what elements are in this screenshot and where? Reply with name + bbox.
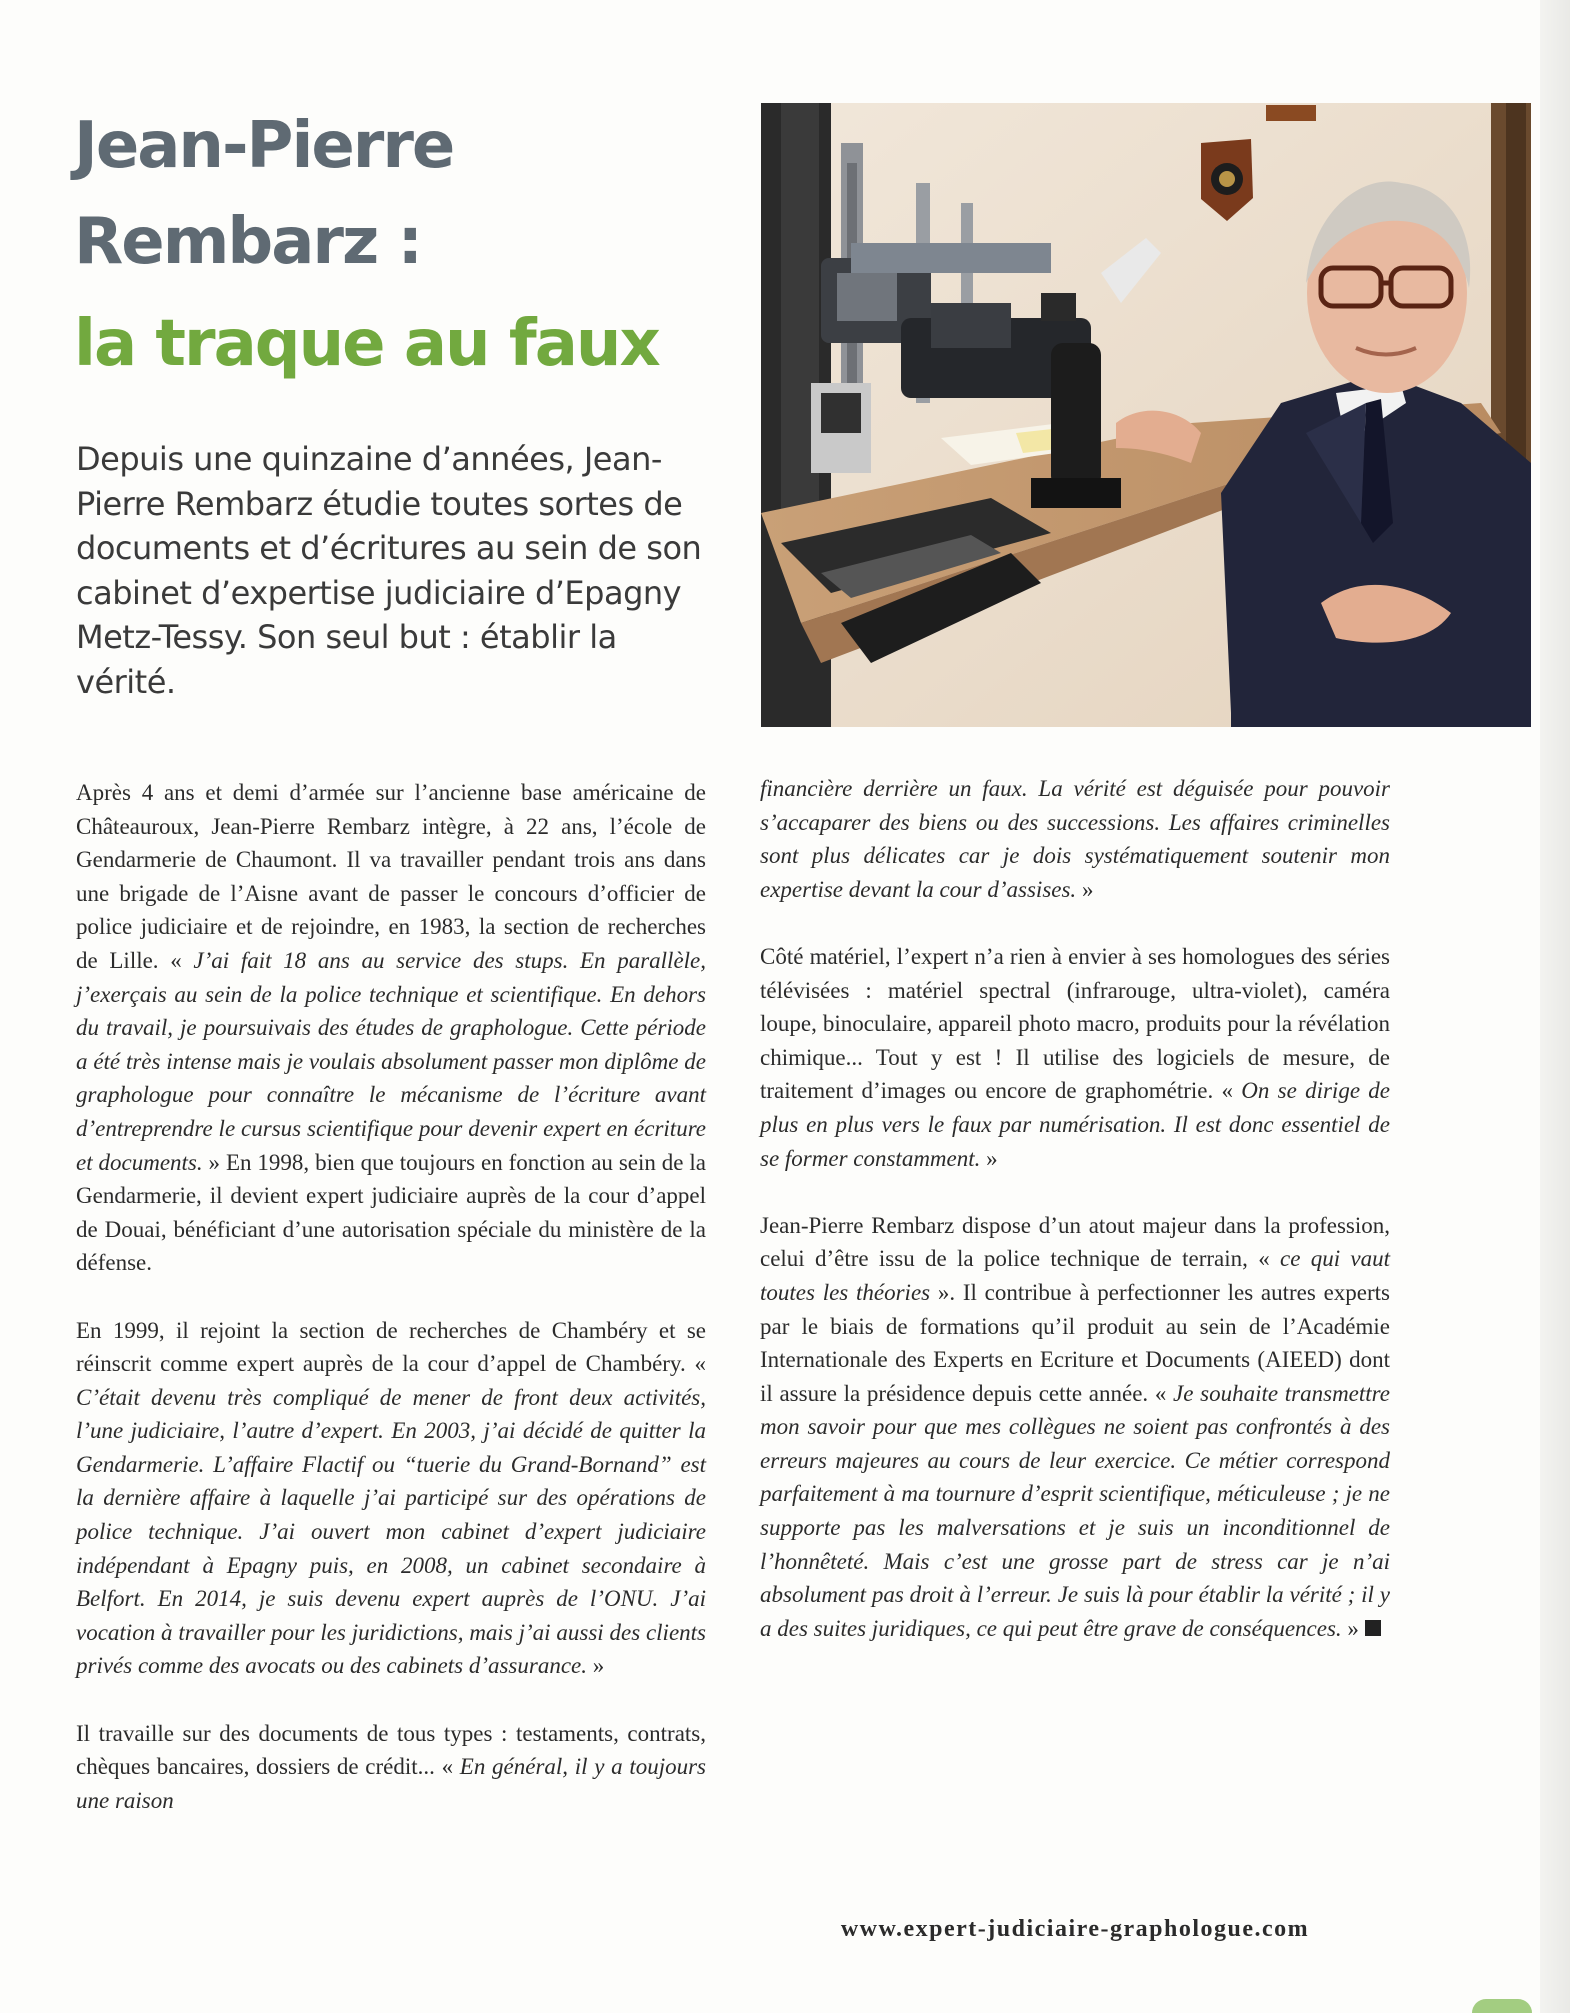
- quote-text: C’était devenu très compliqué de mener de front deux activités, l’une judiciaire, l’autre d’expert. En 2003, j’ai décidé de quitter la Gendarmerie. L’affaire Flactif ou “tuerie du Grand-Bornand” est la dernière affaire à laquelle j’ai participé sur des opérations de police technique. J’ai ouvert mon cabinet d’expert judiciaire indépendant à Epagny puis, en 2008, un cabinet secondaire à Belfort. En 2014, je suis devenu expert auprès de l’ONU. J’ai vocation à travailler pour les juridictions, mais j’ai aussi des clients privés comme des avocats ou des cabinets d’assurance.: [76, 1384, 706, 1679]
- body-text: »: [1341, 1615, 1359, 1641]
- body-text: Après 4 ans et demi d’armée sur l’ancienne base américaine de Châteauroux, Jean-Pierre Rembarz intègre, à 22 ans, l’école de Gendarmerie de Chaumont. Il va travailler pendant trois ans dans une brigade de l’Aisne avant de passer le concours d’officier de police judiciaire et de rejoindre, en 1983, la section de recherches de Lille. «: [76, 780, 706, 973]
- paragraph: [76, 1717, 706, 1818]
- quote-text: On se dirige de plus en plus vers le faux par numérisation. Il est donc essentiel de se former constamment.: [760, 1078, 1390, 1171]
- headline-line-2: Rembarz :: [74, 205, 422, 279]
- quote-text: J’ai fait 18 ans au service des stups. En parallèle, j’exerçais au sein de la police technique et scientifique. En dehors du travail, je poursuivais des études de graphologue. Cette période a été très intense mais je voulais absolument passer mon diplôme de graphologue pour connaître le mécanisme de l’écriture avant d’entreprendre le cursus scientifique pour devenir expert en écriture et documents.: [76, 947, 706, 1175]
- portrait-photo: [761, 103, 1531, 727]
- article-lead: Depuis une quinzaine d’années, Jean-Pierre Rembarz étudie toutes sortes de documents et d’écritures au sein de son cabinet d’expertise judiciaire d’Epagny Metz-Tessy. Son seul but : établir la vérité.: [76, 440, 702, 701]
- page-edge-shadow: [1540, 0, 1570, 2013]
- body-text: Côté matériel, l’expert n’a rien à envier à ses homologues des séries télévisées : matériel spectral (infrarouge, ultra-violet), caméra loupe, binoculaire, appareil photo macro, produits pour la révélation chimique... Tout y est ! Il utilise des logiciels de mesure, de traitement d’images ou encore de graphométrie. «: [760, 943, 1390, 1104]
- headline-subtitle: la traque au faux: [74, 307, 659, 381]
- end-of-article-mark: [1365, 1620, 1381, 1636]
- body-text: Jean-Pierre Rembarz dispose d’un atout majeur dans la profession, celui d’être issu de la police technique de terrain, «: [760, 1212, 1390, 1272]
- quote-text: En général, il y a toujours une raison: [76, 1754, 706, 1813]
- quote-text: ce qui vaut toutes les théories: [760, 1246, 1391, 1305]
- corner-logo-fragment: [1472, 1999, 1532, 2013]
- body-text: ». Il contribue à perfectionner les autres experts par le biais de formations qu’il produit au sein de l’Académie Internationale des Experts en Ecriture et Documents (AIEED) dont il assure la présidence depuis cette année. «: [760, 1279, 1390, 1406]
- body-text: »: [1076, 876, 1094, 902]
- paragraph: [760, 940, 1390, 1175]
- quote-text: Je souhaite transmettre mon savoir pour que mes collègues ne soient pas confrontés à des erreurs majeures au cours de leur exercice. Ce métier correspond parfaitement à ma tournure d’esprit scientifique, méticuleuse ; je ne supporte pas les malversations et je suis un inconditionnel de l’honnêteté. Mais c’est une grosse part de stress car je n’ai absolument pas droit à l’erreur. Je suis là pour établir la vérité ; il y a des suites juridiques, ce qui peut être grave de conséquences.: [760, 1380, 1390, 1641]
- body-text: »: [587, 1653, 605, 1679]
- body-text: »: [980, 1145, 998, 1171]
- paragraph: [76, 1314, 706, 1684]
- article-column-left: [76, 776, 706, 1851]
- paragraph: [760, 1209, 1390, 1646]
- article-column-right: [760, 772, 1390, 1679]
- photo-illustration: [761, 103, 1531, 727]
- body-text: Il travaille sur des documents de tous types : testaments, contrats, chèques bancaires, dossiers de crédit... «: [76, 1720, 706, 1780]
- headline-line-1: Jean-Pierre: [74, 109, 454, 183]
- body-text: En 1999, il rejoint la section de recherches de Chambéry et se réinscrit comme expert auprès de la cour d’appel de Chambéry. «: [76, 1317, 706, 1377]
- website-url: www.expert-judiciaire-graphologue.com: [840, 1916, 1310, 1942]
- body-text: » En 1998, bien que toujours en fonction au sein de la Gendarmerie, il devient expert judiciaire auprès de la cour d’appel de Douai, bénéficiant d’une autorisation spéciale du ministère de la défense.: [76, 1149, 707, 1276]
- article-headline: [74, 98, 714, 392]
- paragraph: [76, 776, 706, 1280]
- paragraph: [760, 772, 1390, 906]
- quote-text: financière derrière un faux. La vérité est déguisée pour pouvoir s’accaparer des biens ou des successions. Les affaires criminelles sont plus délicates car je dois systématiquement soutenir mon expertise devant la cour d’assises.: [760, 776, 1390, 902]
